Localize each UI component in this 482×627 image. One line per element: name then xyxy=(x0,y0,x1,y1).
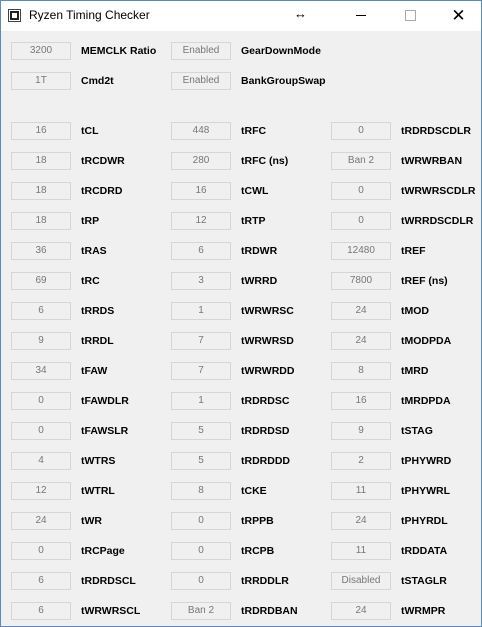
timing-value-field[interactable]: 0 xyxy=(331,182,391,200)
timing-value-field[interactable]: 0 xyxy=(331,122,391,140)
timing-value-field[interactable]: 24 xyxy=(331,602,391,620)
timing-value-field[interactable]: 7 xyxy=(171,332,231,350)
cmd2t-value-field[interactable]: 1T xyxy=(11,72,71,90)
timing-label: tRDRDDD xyxy=(241,455,290,467)
geardown-value-field[interactable]: Enabled xyxy=(171,42,231,60)
timing-value-field[interactable]: 24 xyxy=(331,512,391,530)
timing-value-field[interactable]: 16 xyxy=(171,182,231,200)
timing-label: tMODPDA xyxy=(401,335,452,347)
timing-value-field[interactable]: 11 xyxy=(331,542,391,560)
timing-value-field[interactable]: 0 xyxy=(171,572,231,590)
timing-value-field[interactable]: 3 xyxy=(171,272,231,290)
timing-value-field[interactable]: 2 xyxy=(331,452,391,470)
close-icon: ✕ xyxy=(451,6,466,25)
timing-value-field[interactable]: 0 xyxy=(171,542,231,560)
timing-value-field[interactable]: 16 xyxy=(331,392,391,410)
timing-label: tWRRD xyxy=(241,275,278,287)
timing-label: tWRWRSC xyxy=(241,305,294,317)
timing-label: tRPPB xyxy=(241,515,274,527)
timing-label: tWRRDSCDLR xyxy=(401,215,474,227)
timing-value-field[interactable]: 18 xyxy=(11,152,71,170)
minimize-button[interactable] xyxy=(338,1,383,30)
close-button[interactable] xyxy=(436,1,481,30)
timing-label: tRP xyxy=(81,215,100,227)
timing-label: tRFC xyxy=(241,125,267,137)
timing-value-field[interactable]: 448 xyxy=(171,122,231,140)
timing-label: tFAWDLR xyxy=(81,395,129,407)
timing-label: tFAWSLR xyxy=(81,425,129,437)
timing-value-field[interactable]: 12 xyxy=(171,212,231,230)
timing-label: tRRDL xyxy=(81,335,114,347)
timing-value-field[interactable]: 34 xyxy=(11,362,71,380)
timing-value-field[interactable]: Ban 2 xyxy=(331,152,391,170)
timing-label: tPHYWRD xyxy=(401,455,452,467)
timing-label: tPHYWRL xyxy=(401,485,450,497)
timing-label: tREF xyxy=(401,245,426,257)
maximize-icon xyxy=(405,10,416,21)
timing-label: tRFC (ns) xyxy=(241,155,289,167)
timing-label: tWRWRSD xyxy=(241,335,294,347)
timing-value-field[interactable]: 0 xyxy=(11,422,71,440)
timing-value-field[interactable]: 24 xyxy=(331,332,391,350)
timing-value-field[interactable]: 6 xyxy=(11,302,71,320)
timing-value-field[interactable]: 7800 xyxy=(331,272,391,290)
timing-label: tWR xyxy=(81,515,102,527)
timing-label: tCKE xyxy=(241,485,267,497)
timing-value-field[interactable]: 12480 xyxy=(331,242,391,260)
timing-value-field[interactable]: 280 xyxy=(171,152,231,170)
timing-value-field[interactable]: 24 xyxy=(11,512,71,530)
timing-label: tRC xyxy=(81,275,100,287)
timing-label: tWRWRSCDLR xyxy=(401,185,476,197)
timing-label: tRDRDSC xyxy=(241,395,290,407)
timing-value-field[interactable]: 11 xyxy=(331,482,391,500)
timing-value-field[interactable]: Ban 2 xyxy=(171,602,231,620)
timing-value-field[interactable]: 1 xyxy=(171,392,231,410)
timing-label: tWRWRSCL xyxy=(81,605,141,617)
timing-value-field[interactable]: 12 xyxy=(11,482,71,500)
timing-label: tRAS xyxy=(81,245,107,257)
timing-value-field[interactable]: 9 xyxy=(11,332,71,350)
timing-value-field[interactable]: 1 xyxy=(171,302,231,320)
timing-value-field[interactable]: 6 xyxy=(11,602,71,620)
timing-value-field[interactable]: 69 xyxy=(11,272,71,290)
timing-label: tWRMPR xyxy=(401,605,446,617)
timing-value-field[interactable]: 8 xyxy=(331,362,391,380)
memclk-value-field[interactable]: 3200 xyxy=(11,42,71,60)
timing-value-field[interactable]: 24 xyxy=(331,302,391,320)
timing-label: tRDRDSCDLR xyxy=(401,125,471,137)
timing-value-field[interactable]: 0 xyxy=(171,512,231,530)
timing-label: tRDWR xyxy=(241,245,278,257)
minimize-icon xyxy=(356,15,366,16)
timing-label: tRCDRD xyxy=(81,185,123,197)
timing-label: tRRDS xyxy=(81,305,115,317)
timing-label: tWTRS xyxy=(81,455,116,467)
timing-label: tSTAGLR xyxy=(401,575,447,587)
timing-label: tRDRDBAN xyxy=(241,605,298,617)
resize-cursor-icon: ↔ xyxy=(294,6,307,21)
timing-value-field[interactable]: 0 xyxy=(11,542,71,560)
timing-value-field[interactable]: 36 xyxy=(11,242,71,260)
geardown-label: GearDownMode xyxy=(241,45,321,57)
timing-value-field[interactable]: 16 xyxy=(11,122,71,140)
timing-label: tRRDDLR xyxy=(241,575,289,587)
timing-value-field[interactable]: 18 xyxy=(11,182,71,200)
timing-value-field[interactable]: 0 xyxy=(331,212,391,230)
timing-value-field[interactable]: 18 xyxy=(11,212,71,230)
timing-label: tREF (ns) xyxy=(401,275,448,287)
timing-label: tRDDATA xyxy=(401,545,448,557)
memclk-label: MEMCLK Ratio xyxy=(81,45,157,57)
bankgroupswap-label: BankGroupSwap xyxy=(241,75,326,87)
timing-label: tMOD xyxy=(401,305,429,317)
timing-label: tWTRL xyxy=(81,485,115,497)
maximize-button[interactable] xyxy=(388,1,433,30)
timing-value-field[interactable]: 4 xyxy=(11,452,71,470)
app-icon xyxy=(8,9,21,22)
timing-label: tSTAG xyxy=(401,425,433,437)
timing-label: tRCPB xyxy=(241,545,275,557)
timing-label: tPHYRDL xyxy=(401,515,448,527)
timing-label: tRDRDSD xyxy=(241,425,290,437)
timing-value-field[interactable]: 8 xyxy=(171,482,231,500)
timing-value-field[interactable]: 5 xyxy=(171,452,231,470)
cmd2t-label: Cmd2t xyxy=(81,75,114,87)
timing-label: tCWL xyxy=(241,185,269,197)
timing-label: tRTP xyxy=(241,215,266,227)
bankgroupswap-value-field[interactable]: Enabled xyxy=(171,72,231,90)
timing-label: tWRWRBAN xyxy=(401,155,463,167)
timing-label: tWRWRDD xyxy=(241,365,295,377)
timing-value-field[interactable]: 7 xyxy=(171,362,231,380)
timing-value-field[interactable]: 6 xyxy=(11,572,71,590)
timing-label: tMRD xyxy=(401,365,429,377)
timing-value-field[interactable]: 6 xyxy=(171,242,231,260)
window-title: Ryzen Timing Checker xyxy=(29,8,150,22)
timing-value-field[interactable]: Disabled xyxy=(331,572,391,590)
timing-label: tFAW xyxy=(81,365,108,377)
timing-value-field[interactable]: 9 xyxy=(331,422,391,440)
timing-label: tRCDWR xyxy=(81,155,125,167)
title-bar[interactable] xyxy=(1,1,481,31)
timing-label: tCL xyxy=(81,125,99,137)
timing-value-field[interactable]: 5 xyxy=(171,422,231,440)
timing-label: tRCPage xyxy=(81,545,125,557)
timing-label: tRDRDSCL xyxy=(81,575,136,587)
timing-label: tMRDPDA xyxy=(401,395,451,407)
timing-value-field[interactable]: 0 xyxy=(11,392,71,410)
